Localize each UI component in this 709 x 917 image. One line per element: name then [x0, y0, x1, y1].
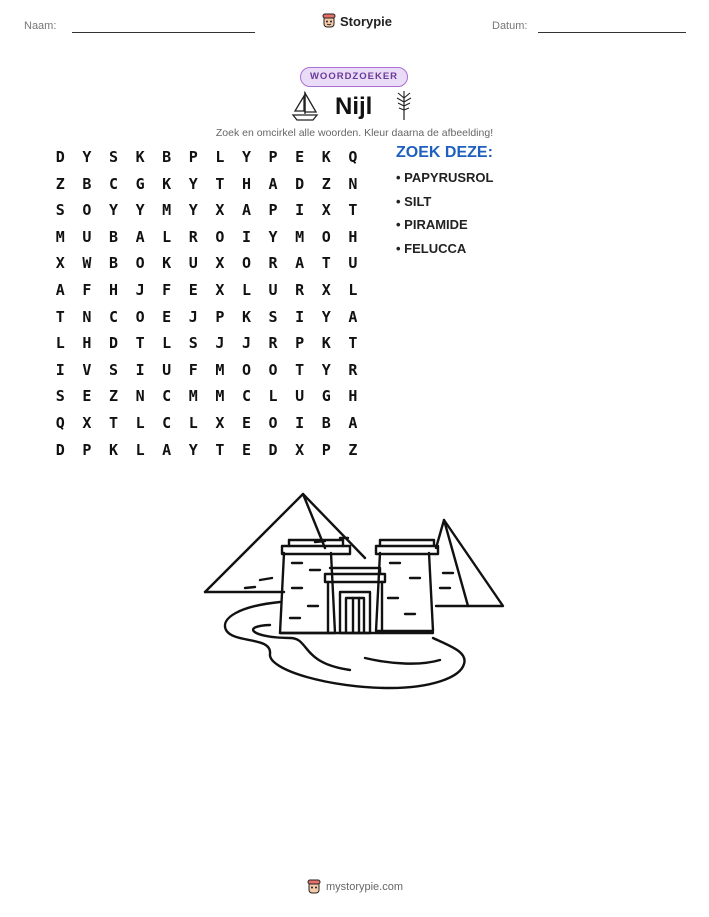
- grid-letter[interactable]: O: [135, 254, 145, 273]
- grid-letter[interactable]: P: [82, 440, 92, 459]
- grid-letter[interactable]: K: [241, 307, 251, 326]
- grid-letter[interactable]: A: [135, 227, 145, 246]
- grid-letter[interactable]: E: [82, 387, 92, 406]
- grid-letter[interactable]: Y: [108, 201, 118, 220]
- grid-letter[interactable]: Y: [135, 201, 145, 220]
- grid-letter[interactable]: A: [55, 280, 65, 299]
- grid-letter[interactable]: I: [295, 307, 305, 326]
- grid-letter[interactable]: G: [321, 387, 331, 406]
- grid-letter[interactable]: J: [241, 334, 251, 353]
- grid-letter[interactable]: Q: [55, 413, 65, 432]
- grid-row: [47, 148, 366, 175]
- grid-letter[interactable]: L: [268, 387, 278, 406]
- grid-letter[interactable]: E: [188, 280, 198, 299]
- grid-letter[interactable]: S: [55, 387, 65, 406]
- sailboat-icon: [290, 90, 320, 122]
- grid-letter[interactable]: L: [135, 440, 145, 459]
- grid-row: [47, 414, 366, 441]
- brand-name: Storypie: [340, 13, 393, 29]
- grid-letter[interactable]: U: [188, 254, 198, 273]
- grid-letter[interactable]: N: [135, 387, 145, 406]
- grid-letter[interactable]: J: [135, 280, 145, 299]
- grid-letter[interactable]: L: [135, 413, 145, 432]
- name-line: [72, 32, 255, 33]
- grid-letter[interactable]: X: [215, 201, 225, 220]
- word-item: • SILT: [396, 193, 432, 209]
- grid-letter[interactable]: U: [82, 227, 92, 246]
- grid-letter[interactable]: I: [55, 360, 65, 379]
- grid-letter[interactable]: O: [241, 360, 251, 379]
- grid-letter[interactable]: P: [268, 148, 278, 166]
- grid-letter[interactable]: X: [215, 280, 225, 299]
- grid-letter[interactable]: K: [135, 148, 145, 166]
- grid-letter[interactable]: Z: [348, 440, 358, 459]
- grid-letter[interactable]: R: [188, 227, 198, 246]
- grid-letter[interactable]: H: [348, 387, 358, 406]
- grid-row: [47, 175, 366, 202]
- grid-letter[interactable]: H: [108, 280, 118, 299]
- grid-row: [47, 228, 366, 255]
- storypie-logo-icon: [307, 879, 321, 895]
- grid-letter[interactable]: H: [241, 174, 251, 193]
- grid-letter[interactable]: S: [268, 307, 278, 326]
- grid-letter[interactable]: F: [82, 280, 92, 299]
- grid-letter[interactable]: A: [162, 440, 172, 459]
- grid-letter[interactable]: J: [215, 334, 225, 353]
- grid-letter[interactable]: M: [295, 227, 305, 246]
- grid-row: [47, 254, 366, 281]
- date-line: [538, 32, 686, 33]
- grid-letter[interactable]: I: [241, 227, 251, 246]
- grid-letter[interactable]: Y: [82, 148, 92, 166]
- grid-letter[interactable]: Z: [108, 387, 118, 406]
- grid-letter[interactable]: U: [268, 280, 278, 299]
- grid-row: [47, 361, 366, 388]
- grid-letter[interactable]: C: [108, 307, 118, 326]
- grid-row: [47, 387, 366, 414]
- grid-letter[interactable]: N: [348, 174, 358, 193]
- grid-letter[interactable]: J: [188, 307, 198, 326]
- grid-letter[interactable]: S: [188, 334, 198, 353]
- grid-letter[interactable]: T: [108, 413, 118, 432]
- grid-letter[interactable]: O: [215, 227, 225, 246]
- grid-letter[interactable]: R: [348, 360, 358, 379]
- date-label: Datum:: [492, 20, 528, 32]
- grid-letter[interactable]: L: [162, 334, 172, 353]
- grid-letter[interactable]: X: [215, 413, 225, 432]
- grid-letter[interactable]: S: [55, 201, 65, 220]
- grid-letter[interactable]: L: [348, 280, 358, 299]
- grid-letter[interactable]: P: [321, 440, 331, 459]
- grid-letter[interactable]: T: [348, 201, 358, 220]
- grid-letter[interactable]: F: [162, 280, 172, 299]
- grid-letter[interactable]: E: [241, 413, 251, 432]
- grid-letter[interactable]: D: [55, 148, 65, 166]
- grid-letter[interactable]: C: [108, 174, 118, 193]
- word-search-grid[interactable]: [47, 148, 366, 467]
- grid-letter[interactable]: O: [135, 307, 145, 326]
- grid-letter[interactable]: P: [215, 307, 225, 326]
- grid-letter[interactable]: I: [135, 360, 145, 379]
- grid-letter[interactable]: X: [321, 280, 331, 299]
- grid-letter[interactable]: U: [162, 360, 172, 379]
- grid-row: [47, 334, 366, 361]
- grid-letter[interactable]: R: [295, 280, 305, 299]
- footer: [307, 879, 403, 895]
- instructions: Zoek en omcirkel alle woorden. Kleur daarna de afbeelding!: [215, 127, 494, 139]
- grid-letter[interactable]: C: [162, 387, 172, 406]
- grid-letter[interactable]: M: [188, 387, 198, 406]
- grid-letter[interactable]: X: [82, 413, 92, 432]
- grid-letter[interactable]: K: [162, 174, 172, 193]
- grid-letter[interactable]: T: [321, 254, 331, 273]
- grid-letter[interactable]: B: [162, 148, 172, 166]
- grid-letter[interactable]: Y: [188, 440, 198, 459]
- grid-letter[interactable]: A: [348, 413, 358, 432]
- grid-letter[interactable]: T: [55, 307, 65, 326]
- grid-letter[interactable]: B: [108, 227, 118, 246]
- grid-letter[interactable]: D: [108, 334, 118, 353]
- grid-letter[interactable]: Y: [321, 360, 331, 379]
- grid-letter[interactable]: P: [295, 334, 305, 353]
- grid-letter[interactable]: Z: [55, 174, 65, 193]
- grid-letter[interactable]: M: [162, 201, 172, 220]
- grid-letter[interactable]: A: [295, 254, 305, 273]
- grid-letter[interactable]: H: [82, 334, 92, 353]
- grid-letter[interactable]: Y: [188, 201, 198, 220]
- grid-letter[interactable]: B: [82, 174, 92, 193]
- grid-letter[interactable]: L: [215, 148, 225, 166]
- word-item: • PIRAMIDE: [396, 217, 468, 232]
- grid-letter[interactable]: D: [55, 440, 65, 459]
- grid-letter[interactable]: A: [268, 174, 278, 193]
- grid-letter[interactable]: K: [108, 440, 118, 459]
- grid-letter[interactable]: N: [82, 307, 92, 326]
- grid-letter[interactable]: I: [295, 413, 305, 432]
- brand: [322, 13, 392, 29]
- grid-letter[interactable]: G: [135, 174, 145, 193]
- grid-letter[interactable]: M: [215, 387, 225, 406]
- grid-letter[interactable]: X: [55, 254, 65, 273]
- grid-letter[interactable]: K: [162, 254, 172, 273]
- papyrus-plant-icon: [394, 90, 414, 122]
- grid-letter[interactable]: E: [241, 440, 251, 459]
- grid-letter[interactable]: C: [162, 413, 172, 432]
- grid-row: [47, 281, 366, 308]
- grid-letter[interactable]: W: [82, 254, 92, 273]
- name-label: Naam:: [24, 20, 57, 32]
- grid-letter[interactable]: T: [215, 174, 225, 193]
- grid-letter[interactable]: B: [108, 254, 118, 273]
- grid-letter[interactable]: D: [268, 440, 278, 459]
- grid-letter[interactable]: T: [215, 440, 225, 459]
- grid-row: [47, 201, 366, 228]
- grid-letter[interactable]: S: [108, 360, 118, 379]
- grid-letter[interactable]: M: [215, 360, 225, 379]
- word-list: [396, 144, 494, 264]
- grid-letter[interactable]: T: [135, 334, 145, 353]
- grid-letter[interactable]: L: [162, 227, 172, 246]
- grid-letter[interactable]: H: [348, 227, 358, 246]
- grid-letter[interactable]: I: [295, 201, 305, 220]
- grid-letter[interactable]: Y: [321, 307, 331, 326]
- grid-letter[interactable]: D: [295, 174, 305, 193]
- grid-row: [47, 308, 366, 335]
- grid-letter[interactable]: L: [241, 280, 251, 299]
- grid-letter[interactable]: O: [82, 201, 92, 220]
- word-item: • PAPYRUSROL: [396, 170, 494, 185]
- grid-letter[interactable]: P: [188, 148, 198, 166]
- grid-letter[interactable]: K: [321, 148, 331, 166]
- worksheet-type-badge: WOORDZOEKER: [300, 67, 408, 87]
- grid-letter[interactable]: X: [295, 440, 305, 459]
- grid-letter[interactable]: B: [321, 413, 331, 432]
- grid-letter[interactable]: U: [348, 254, 358, 273]
- grid-letter[interactable]: O: [268, 360, 278, 379]
- footer-url[interactable]: mystorypie.com: [326, 881, 404, 893]
- pyramids-temple-nile-illustration: [200, 488, 510, 698]
- grid-letter[interactable]: V: [82, 360, 92, 379]
- grid-letter[interactable]: P: [268, 201, 278, 220]
- grid-row: [47, 441, 366, 468]
- grid-letter[interactable]: E: [295, 148, 305, 166]
- grid-letter[interactable]: Z: [321, 174, 331, 193]
- grid-letter[interactable]: C: [241, 387, 251, 406]
- grid-letter[interactable]: Y: [268, 227, 278, 246]
- grid-letter[interactable]: X: [215, 254, 225, 273]
- grid-letter[interactable]: Y: [188, 174, 198, 193]
- grid-letter[interactable]: K: [321, 334, 331, 353]
- grid-letter[interactable]: L: [55, 334, 65, 353]
- word-list-title: ZOEK DEZE:: [396, 144, 493, 161]
- grid-letter[interactable]: F: [188, 360, 198, 379]
- grid-letter[interactable]: O: [268, 413, 278, 432]
- grid-letter[interactable]: L: [188, 413, 198, 432]
- grid-letter[interactable]: T: [348, 334, 358, 353]
- grid-letter[interactable]: X: [321, 201, 331, 220]
- grid-letter[interactable]: Y: [241, 148, 251, 166]
- grid-letter[interactable]: Q: [348, 148, 358, 166]
- grid-letter[interactable]: R: [268, 254, 278, 273]
- storypie-logo-icon: [322, 13, 336, 29]
- grid-letter[interactable]: U: [295, 387, 305, 406]
- page-title: Nijl: [335, 93, 373, 120]
- word-item: • FELUCCA: [396, 240, 467, 256]
- grid-letter[interactable]: S: [108, 148, 118, 166]
- grid-letter[interactable]: O: [241, 254, 251, 273]
- grid-letter[interactable]: A: [348, 307, 358, 326]
- grid-letter[interactable]: M: [55, 227, 65, 246]
- grid-letter[interactable]: T: [295, 360, 305, 379]
- grid-letter[interactable]: A: [241, 201, 251, 220]
- grid-letter[interactable]: R: [268, 334, 278, 353]
- grid-letter[interactable]: O: [321, 227, 331, 246]
- grid-letter[interactable]: E: [162, 307, 172, 326]
